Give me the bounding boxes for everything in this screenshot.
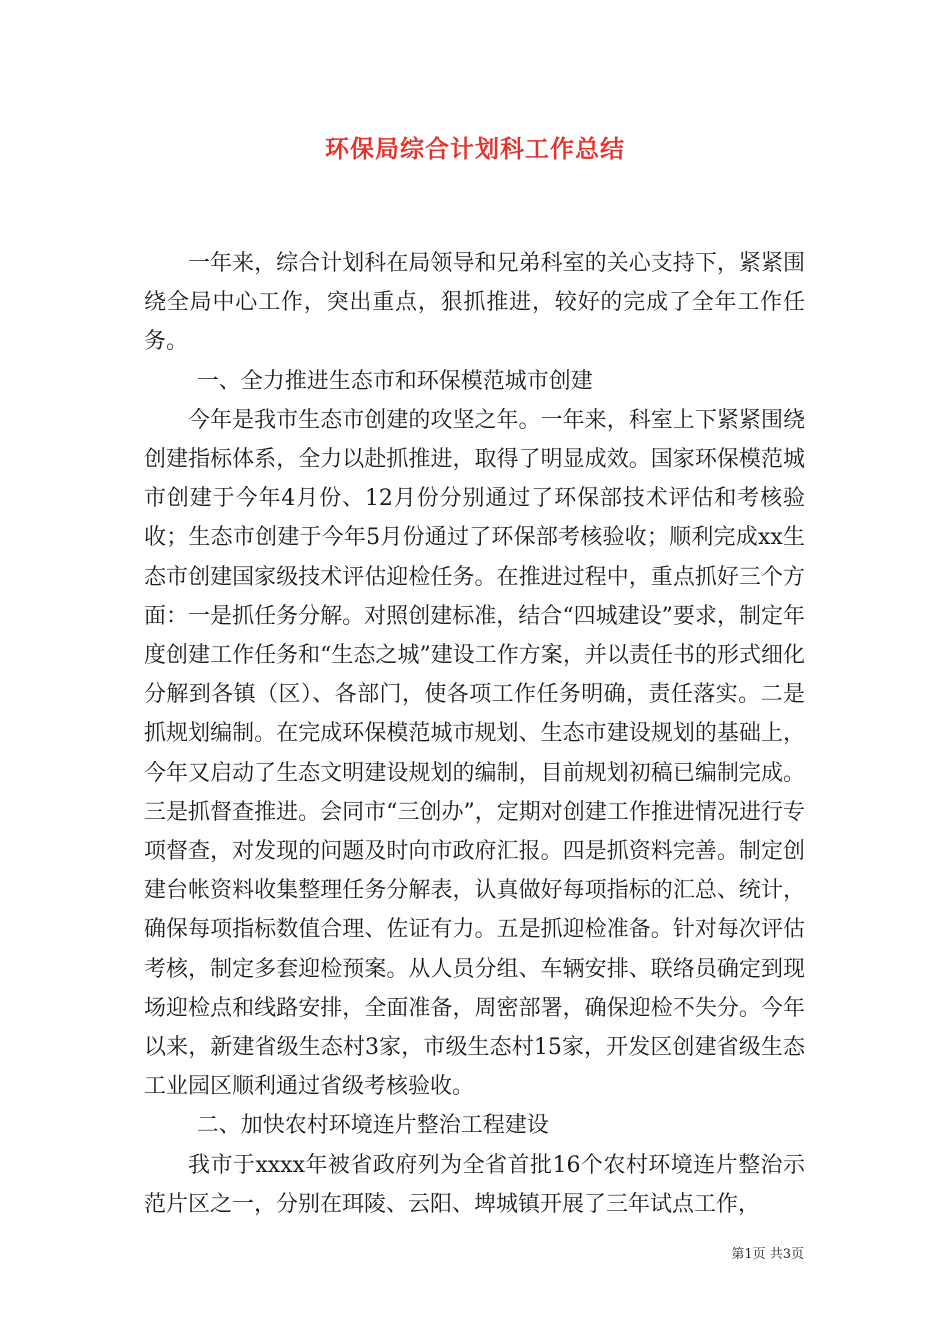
intro-paragraph: 一年来，综合计划科在局领导和兄弟科室的关心支持下，紧紧围绕全局中心工作，突出重点，狠抓推进，较好的完成了全年工作任务。: [144, 251, 805, 355]
section-1-paragraph: 今年是我市生态市创建的攻坚之年。一年来，科室上下紧紧围绕创建指标体系，全力以赴抓推进，取得了明显成效。国家环保模范城市创建于今年4月份、12月份分别通过了环保部技术评估和考核验收；生态市创建于今年5月份通过了环保部考核验收；顺利完成xx生态市创建国家级技术评估迎检任务。在推进过程中，重点抓好三个方面：一是抓任务分解。对照创建标准，结合“四城建设”要求，制定年度创建工作任务和“生态之城”建设工作方案，并以责任书的形式细化分解到各镇（区）、各部门，使各项工作任务明确，责任落实。二是抓规划编制。在完成环保模范城市规划、生态市建设规划的基础上，今年又启动了生态文明建设规划的编制，目前规划初稿已编制完成。三是抓督查推进。会同市“三创办”，定期对创建工作推进情况进行专项督查，对发现的问题及时向市政府汇报。四是抓资料完善。制定创建台帐资料收集整理任务分解表，认真做好每项指标的汇总、统计，确保每项指标数值合理、佐证有力。五是抓迎检准备。针对每次评估考核，制定多套迎检预案。从人员分组、车辆安排、联络员确定到现场迎检点和线路安排，全面准备，周密部署，确保迎检不失分。今年以来，新建省级生态村3家，市级生态村15家，开发区创建省级生态工业园区顺利通过省级考核验收。: [144, 407, 805, 1100]
section-heading-2: 二、加快农村环境连片整治工程建设: [196, 1113, 549, 1139]
document-body: [144, 244, 805, 1224]
section-2-paragraph: 我市于xxxx年被省政府列为全省首批16个农村环境连片整治示范片区之一，分别在珥陵、云阳、埤城镇开展了三年试点工作，: [144, 1152, 805, 1217]
page-number-footer: 第1页 共3页: [731, 1247, 804, 1262]
section-heading-1: 一、全力推进生态市和环保模范城市创建: [196, 368, 593, 394]
document-title: 环保局综合计划科工作总结: [325, 135, 625, 163]
